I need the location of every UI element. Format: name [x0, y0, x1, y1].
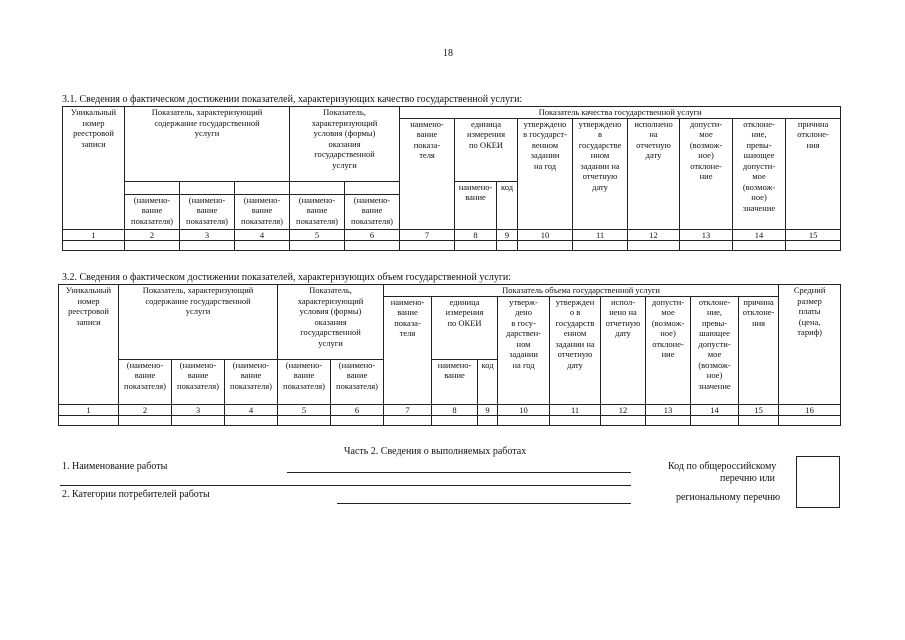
column-number: 13 — [646, 404, 691, 416]
consumers-label: 2. Категории потребителей работы — [62, 489, 210, 500]
data-cell[interactable] — [573, 241, 628, 251]
data-cell[interactable] — [59, 416, 119, 426]
code-label-2: перечню или — [720, 473, 776, 484]
header-approved-date: утвержден о в государств енном задании на отчетную дату — [550, 296, 601, 404]
column-number: 15 — [786, 229, 841, 241]
column-number: 6 — [345, 229, 400, 241]
header-done: испол- нено на отчетную дату — [601, 296, 646, 404]
data-cell[interactable] — [119, 416, 172, 426]
header-reason: причина отклоне- ния — [739, 296, 779, 404]
column-number: 16 — [779, 404, 841, 416]
column-number: 7 — [400, 229, 455, 241]
data-cell[interactable] — [786, 241, 841, 251]
data-cell[interactable] — [550, 416, 601, 426]
code-label-3: региональному перечню — [676, 492, 781, 503]
column-number: 3 — [172, 404, 225, 416]
header-condition-indicator: Показатель, характеризующий условия (формы) оказания государственной услуги — [290, 107, 400, 182]
header-content-indicator: Показатель, характеризующий содержание государственной услуги — [125, 107, 290, 182]
data-cell[interactable] — [518, 241, 573, 251]
header-approved-year: утверждено в государст- венном задании на год — [518, 118, 573, 229]
data-cell[interactable] — [180, 241, 235, 251]
column-number: 10 — [498, 404, 550, 416]
data-cell[interactable] — [498, 416, 550, 426]
header-reason: причина отклоне- ния — [786, 118, 841, 229]
column-number: 2 — [125, 229, 180, 241]
quality-indicators-table — [62, 106, 841, 251]
data-cell[interactable] — [601, 416, 646, 426]
work-name-line-2[interactable] — [60, 485, 631, 486]
page-number: 18 — [443, 48, 453, 59]
subheader-name: (наимено- вание показателя) — [235, 181, 290, 229]
header-content-indicator: Показатель, характеризующий содержание государственной услуги — [119, 285, 278, 360]
subheader-name: (наимено- вание показателя) — [331, 359, 384, 404]
column-number: 15 — [739, 404, 779, 416]
data-cell[interactable] — [646, 416, 691, 426]
header-unit: единица измерения по ОКЕИ — [455, 118, 518, 181]
consumers-line[interactable] — [337, 503, 631, 504]
header-condition-indicator: Показатель, характеризующий условия (формы) оказания государственной услуги — [278, 285, 384, 360]
header-deviation: допусти- мое (возмож- ное) отклоне- ние — [680, 118, 733, 229]
subheader-unit-code: код — [497, 181, 518, 229]
column-number: 9 — [497, 229, 518, 241]
column-number: 11 — [573, 229, 628, 241]
column-number: 12 — [628, 229, 680, 241]
column-number: 8 — [432, 404, 478, 416]
data-cell[interactable] — [628, 241, 680, 251]
header-exceed: отклоне- ние, превы- шающее допусти- мое (возмож- ное) значение — [691, 296, 739, 404]
data-cell[interactable] — [400, 241, 455, 251]
data-cell[interactable] — [172, 416, 225, 426]
column-number: 13 — [680, 229, 733, 241]
data-cell[interactable] — [432, 416, 478, 426]
column-number: 14 — [733, 229, 786, 241]
data-cell[interactable] — [235, 241, 290, 251]
column-number: 1 — [59, 404, 119, 416]
code-input-box[interactable] — [796, 456, 840, 508]
data-cell[interactable] — [478, 416, 498, 426]
column-number: 11 — [550, 404, 601, 416]
header-unique-number: Уникальный номер реестровой записи — [63, 107, 125, 230]
column-number: 10 — [518, 229, 573, 241]
data-cell[interactable] — [384, 416, 432, 426]
data-cell[interactable] — [733, 241, 786, 251]
part-2-title: Часть 2. Сведения о выполняемых работах — [344, 446, 527, 457]
data-cell[interactable] — [63, 241, 125, 251]
subheader-name: (наимено- вание показателя) — [180, 181, 235, 229]
data-cell[interactable] — [125, 241, 180, 251]
section-3-2-title: 3.2. Сведения о фактическом достижении показателей, характеризующих объем государственной услуги: — [62, 272, 512, 283]
header-indicator-name: наимено- вание показа- теля — [384, 296, 432, 404]
subheader-name: (наимено- вание показателя) — [278, 359, 331, 404]
header-volume-group: Показатель объема государственной услуги — [384, 285, 779, 297]
header-approved-date: утверждено в государстве нном задании на отчетную дату — [573, 118, 628, 229]
column-number: 5 — [278, 404, 331, 416]
column-number: 9 — [478, 404, 498, 416]
column-number: 12 — [601, 404, 646, 416]
data-cell[interactable] — [290, 241, 345, 251]
column-number: 5 — [290, 229, 345, 241]
column-number: 14 — [691, 404, 739, 416]
subheader-name: (наимено- вание показателя) — [225, 359, 278, 404]
header-unique-number: Уникальный номер реестровой записи — [59, 285, 119, 405]
subheader-unit-name: наимено- вание — [455, 181, 497, 229]
column-number: 6 — [331, 404, 384, 416]
header-indicator-name: наимено- вание показа- теля — [400, 118, 455, 229]
data-cell[interactable] — [497, 241, 518, 251]
subheader-name: (наимено- вание показателя) — [172, 359, 225, 404]
header-average-price: Средний размер платы (цена, тариф) — [779, 285, 841, 405]
data-cell[interactable] — [455, 241, 497, 251]
column-number: 4 — [225, 404, 278, 416]
header-done: исполнено на отчетную дату — [628, 118, 680, 229]
subheader-unit-code: код — [478, 359, 498, 404]
volume-indicators-table — [58, 284, 841, 426]
data-cell[interactable] — [331, 416, 384, 426]
data-cell[interactable] — [225, 416, 278, 426]
subheader-name: (наимено- вание показателя) — [290, 181, 345, 229]
header-deviation: допусти- мое (возмож- ное) отклоне- ние — [646, 296, 691, 404]
column-number: 3 — [180, 229, 235, 241]
subheader-name: (наимено- вание показателя) — [345, 181, 400, 229]
column-number: 8 — [455, 229, 497, 241]
data-cell[interactable] — [779, 416, 841, 426]
data-cell[interactable] — [345, 241, 400, 251]
header-exceed: отклоне- ние, превы- шающее допусти- мое (возмож- ное) значение — [733, 118, 786, 229]
work-name-label: 1. Наименование работы — [62, 461, 168, 472]
subheader-name: (наимено- вание показателя) — [119, 359, 172, 404]
section-3-1-title: 3.1. Сведения о фактическом достижении показателей, характеризующих качество государственной услуги: — [62, 94, 523, 105]
subheader-name: (наимено- вание показателя) — [125, 181, 180, 229]
subheader-unit-name: наимено- вание — [432, 359, 478, 404]
header-quality-group: Показатель качества государственной услуги — [400, 107, 841, 119]
work-name-line[interactable] — [287, 472, 631, 473]
header-approved-year: утверж- дено в госу- дарствен- ном задании на год — [498, 296, 550, 404]
header-unit: единица измерения по ОКЕИ — [432, 296, 498, 359]
code-label-1: Код по общероссийскому — [668, 461, 777, 472]
data-cell[interactable] — [278, 416, 331, 426]
data-cell[interactable] — [680, 241, 733, 251]
column-number: 2 — [119, 404, 172, 416]
column-number: 7 — [384, 404, 432, 416]
data-cell[interactable] — [739, 416, 779, 426]
column-number: 1 — [63, 229, 125, 241]
data-cell[interactable] — [691, 416, 739, 426]
column-number: 4 — [235, 229, 290, 241]
